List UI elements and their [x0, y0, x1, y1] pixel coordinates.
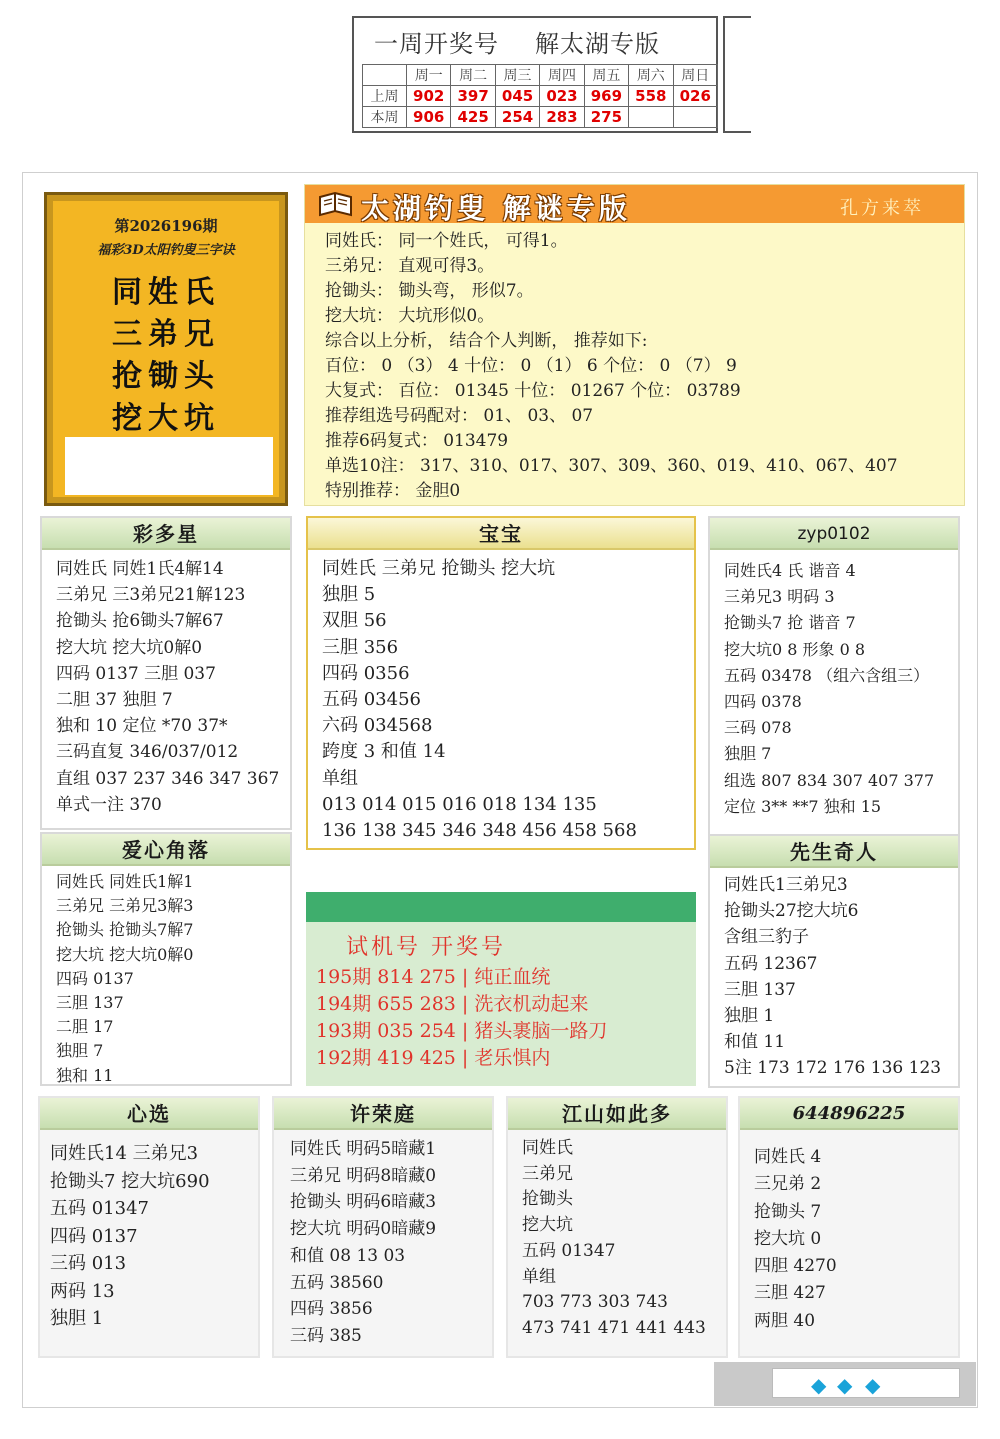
panel-line: 独胆 1 [50, 1308, 104, 1329]
corner-cell [363, 65, 407, 86]
panel-line: 同姓氏1三弟兄3 [724, 875, 848, 895]
riddle-line: 特别推荐： 金胆0 [325, 481, 461, 501]
weekday-header: 周一 [407, 65, 451, 86]
trial-line: 194期 655 283 | 洗衣机动起来 [316, 993, 589, 1015]
panel-line: 四胆 4270 [754, 1256, 837, 1277]
panel-line: 抢锄头 抢锄头7解7 [56, 920, 194, 940]
panel-line: 独胆 7 [724, 744, 772, 764]
issue-subtitle: 福彩3D太阳钓叟三字诀 [97, 243, 235, 258]
draw-number: 275 [584, 107, 628, 128]
panel-line: 三弟兄 三弟兄3解3 [56, 896, 194, 916]
draw-number: 558 [629, 86, 673, 107]
panel-line: 抢锄头27挖大坑6 [724, 901, 859, 922]
riddle-line: 同姓氏： 同一个姓氏， 可得1。 [325, 231, 568, 251]
panel-line: 五码 38560 [290, 1272, 384, 1293]
panel-line: 013 014 015 016 018 134 135 [322, 793, 597, 815]
panel-lines [274, 1130, 492, 1350]
panel-line: 三码 013 [50, 1253, 127, 1274]
panel-title: 宝宝 [308, 518, 694, 550]
panel-lines [710, 550, 958, 820]
panel-line: 抢锄头7 抢 谐音 7 [724, 613, 856, 633]
panel-line: 三码直复 346/037/012 [56, 742, 239, 763]
panel-line: 两码 13 [50, 1280, 115, 1302]
panel-title: zyp0102 [710, 518, 958, 550]
riddle-line: 大复式： 百位： 01345 十位： 01267 个位： 03789 [325, 381, 741, 401]
panel-line: 三弟兄3 明码 3 [724, 587, 835, 607]
panel-line: 五码 12367 [724, 953, 818, 974]
riddle-line: 单选10注： 317、310、017、307、309、360、019、410、067、407 [325, 456, 898, 476]
panel-line: 挖大坑 明码0暗藏9 [290, 1219, 437, 1240]
panel-line: 三胆 137 [724, 979, 796, 1000]
diamond-icon: ◆ [811, 1373, 827, 1397]
panel-line: 抢锄头 7 [754, 1201, 822, 1222]
panel-title: 许荣庭 [274, 1098, 492, 1130]
weekday-header: 周四 [540, 65, 584, 86]
panel-line: 挖大坑0 8 形象 0 8 [724, 639, 866, 659]
panel-line: 单组 [522, 1266, 556, 1287]
panel-line: 组选 807 834 307 407 377 [724, 770, 935, 790]
panel-line: 三码 078 [724, 718, 792, 738]
riddle-line: 推荐组选号码配对： 01、 03、 07 [325, 406, 594, 426]
panel-line: 单式一注 370 [56, 794, 162, 815]
panel-line: 抢锄头 明码6暗藏3 [290, 1192, 437, 1213]
trial-header-bar [306, 892, 696, 922]
panel-line: 5注 173 172 176 136 123 [724, 1058, 942, 1079]
panel-line: 单组 [322, 767, 358, 789]
diamond-icon: ◆ [865, 1373, 881, 1397]
panel-caiduoxing [40, 516, 292, 830]
panel-xinxuan [38, 1096, 260, 1358]
panel-line: 同姓氏14 三弟兄3 [50, 1143, 199, 1164]
weekly-table-header [354, 18, 716, 64]
riddle-author: 孔方来萃 [840, 198, 924, 219]
panel-line: 三胆 137 [56, 993, 124, 1013]
trial-line: 192期 419 425 | 老乐惧内 [316, 1047, 551, 1069]
panel-line: 二胆 37 独胆 7 [56, 690, 173, 711]
panel-zyp0102 [708, 516, 960, 836]
panel-line: 独胆 5 [322, 584, 376, 606]
panel-line: 挖大坑 0 [754, 1228, 822, 1249]
footer-diamond-box [772, 1368, 960, 1398]
panel-lines [740, 1130, 958, 1335]
panel-line: 独胆 7 [56, 1041, 104, 1061]
panel-line: 挖大坑 [522, 1215, 573, 1236]
riddle-text [305, 223, 964, 504]
panel-line: 三胆 356 [322, 636, 399, 658]
panel-xiansheng [708, 834, 960, 1088]
panel-line: 抢锄头 抢6锄头7解67 [56, 611, 224, 632]
panel-line: 同姓氏 同姓1氏4解14 [56, 559, 224, 579]
panel-title: 644896225 [740, 1098, 958, 1130]
panel-line: 含组三豹子 [724, 927, 809, 948]
riddle-header [305, 185, 964, 223]
diamond-icon: ◆ [837, 1373, 853, 1397]
trial-title: 试机号 开奖号 [346, 935, 506, 960]
panel-line: 挖大坑 挖大坑0解0 [56, 637, 203, 658]
panel-line: 同姓氏 4 [754, 1147, 822, 1167]
trial-line: 195期 814 275 | 纯正血统 [316, 966, 551, 988]
panel-line: 同姓氏 同姓氏1解1 [56, 872, 194, 891]
panel-line: 五码 01347 [522, 1240, 616, 1261]
issue-line: 挖大坑 [112, 401, 220, 436]
panel-line: 独和 10 定位 *70 37* [56, 716, 228, 737]
panel-title: 彩多星 [42, 518, 290, 550]
draw-number: 425 [451, 107, 495, 128]
weekday-header-row [363, 65, 718, 86]
panel-line: 五码 01347 [50, 1198, 149, 1219]
riddle-line: 三弟兄： 直观可得3。 [325, 256, 495, 276]
panel-line: 独和 11 [56, 1065, 114, 1085]
panel-line: 定位 3** **7 独和 15 [724, 796, 882, 816]
weekly-table-edge [723, 16, 751, 133]
panel-lines [710, 868, 958, 1082]
row-label: 本周 [363, 107, 407, 128]
panel-line: 挖大坑 挖大坑0解0 [56, 944, 194, 964]
panel-title: 心选 [40, 1098, 258, 1130]
panel-title: 爱心角落 [42, 834, 290, 866]
weekday-header: 周日 [673, 65, 717, 86]
panel-line: 四码 0378 [724, 692, 802, 712]
panel-line: 抢锄头7 挖大坑690 [50, 1170, 210, 1192]
blank-box [65, 437, 273, 495]
panel-line: 独胆 1 [724, 1006, 775, 1027]
riddle-line: 抢锄头： 锄头弯， 形似7。 [325, 281, 534, 301]
panel-644896225 [738, 1096, 960, 1358]
panel-lines [40, 1130, 258, 1333]
panel-line: 五码 03456 [322, 689, 421, 711]
panel-line: 同姓氏 明码5暗藏1 [290, 1139, 437, 1159]
panel-line: 三码 385 [290, 1325, 362, 1346]
panel-line: 跨度 3 和值 14 [322, 741, 446, 763]
panel-line: 三胆 427 [754, 1283, 826, 1304]
draw-number: 969 [584, 86, 628, 107]
panel-jiangshan [506, 1096, 728, 1358]
panel-line: 抢锄头 [522, 1189, 573, 1210]
issue-box [44, 192, 288, 506]
panel-lines [308, 550, 694, 844]
panel-baobao [306, 516, 696, 850]
panel-line: 和值 11 [724, 1032, 786, 1053]
panel-line: 136 138 345 346 348 456 458 568 [322, 820, 637, 842]
riddle-line: 百位： 0 （3） 4 十位： 0 （1） 6 个位： 0 （7） 9 [325, 356, 737, 376]
panel-line: 六码 034568 [322, 715, 433, 737]
weekday-header: 周五 [584, 65, 628, 86]
weekday-header: 周三 [495, 65, 539, 86]
draw-number: 902 [407, 86, 451, 107]
panel-aixin [40, 832, 292, 1086]
last-week-row [363, 86, 718, 107]
issue-line: 同姓氏 [112, 275, 220, 310]
weekday-header: 周六 [629, 65, 673, 86]
draw-number [673, 107, 717, 128]
panel-line: 五码 03478 （组六含组三） [724, 665, 930, 685]
riddle-line: 推荐6码复式： 013479 [325, 431, 509, 451]
panel-lines [42, 550, 290, 818]
riddle-title: 太湖钓叟 解谜专版 [361, 192, 631, 225]
issue-box-inner [53, 201, 279, 497]
issue-line: 抢锄头 [112, 359, 220, 394]
panel-line: 703 773 303 743 [522, 1292, 669, 1313]
riddle-line: 综合以上分析， 结合个人判断， 推荐如下: [325, 331, 648, 351]
panel-line: 三弟兄 三3弟兄21解123 [56, 585, 246, 606]
draw-number: 906 [407, 107, 451, 128]
draw-number [629, 107, 673, 128]
panel-line: 三兄弟 2 [754, 1174, 822, 1195]
draw-number: 397 [451, 86, 495, 107]
panel-line: 同姓氏 [522, 1138, 573, 1158]
panel-line: 和值 08 13 03 [290, 1245, 406, 1266]
trial-number-panel [306, 892, 696, 1086]
panel-line: 双胆 56 [322, 610, 387, 632]
draw-number: 254 [495, 107, 539, 128]
panel-lines [508, 1130, 726, 1342]
panel-line: 三弟兄 [522, 1163, 573, 1184]
panel-line: 四码 0137 三胆 037 [56, 663, 216, 684]
panel-line: 四码 3856 [290, 1299, 373, 1320]
draw-number: 023 [540, 86, 584, 107]
riddle-line: 挖大坑： 大坑形似0。 [325, 306, 495, 326]
weekday-header: 周二 [451, 65, 495, 86]
panel-line: 两胆 40 [754, 1310, 816, 1331]
panel-title: 江山如此多 [508, 1098, 726, 1130]
weekly-draw-table [352, 16, 718, 133]
panel-line: 直组 037 237 346 347 367 [56, 768, 280, 789]
issue-number: 第2026196期 [114, 217, 218, 235]
riddle-panel [304, 184, 965, 506]
panel-line: 同姓氏 三弟兄 抢锄头 挖大坑 [322, 558, 556, 579]
panel-line: 三弟兄 明码8暗藏0 [290, 1165, 437, 1186]
weekly-table-grid [362, 64, 718, 128]
panel-line: 二胆 17 [56, 1017, 114, 1037]
weekly-table-subtitle: 解太湖专版 [535, 29, 660, 58]
this-week-row [363, 107, 718, 128]
panel-line: 四码 0137 [50, 1225, 138, 1247]
weekly-table-title: 一周开奖号 [374, 29, 499, 58]
panel-line: 473 741 471 441 443 [522, 1317, 706, 1338]
draw-number: 283 [540, 107, 584, 128]
draw-number: 026 [673, 86, 717, 107]
panel-line: 同姓氏4 氏 谐音 4 [724, 561, 856, 580]
panel-xurongting [272, 1096, 494, 1358]
panel-lines [42, 866, 290, 1088]
panel-line: 四码 0137 [56, 968, 134, 988]
panel-line: 四码 0356 [322, 662, 410, 684]
trial-line: 193期 035 254 | 猪头裹脑一路刀 [316, 1020, 608, 1042]
row-label: 上周 [363, 86, 407, 107]
book-icon [317, 189, 355, 219]
draw-number: 045 [495, 86, 539, 107]
panel-title: 先生奇人 [710, 836, 958, 868]
issue-line: 三弟兄 [112, 317, 220, 352]
